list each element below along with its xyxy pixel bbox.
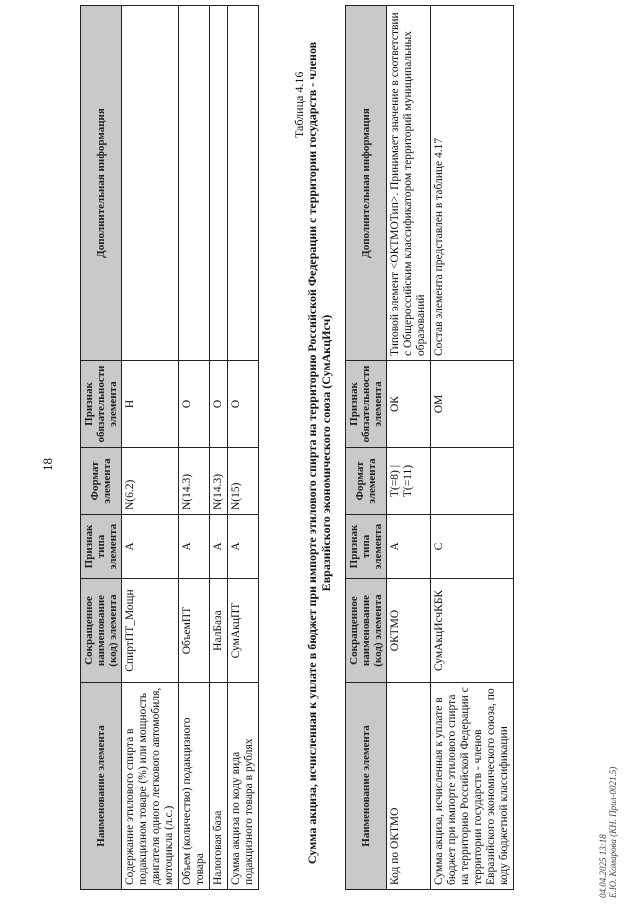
table-cell: Сумма акциза по коду вида подакцизного товара в рублях <box>228 683 259 890</box>
table-header-row <box>346 6 387 890</box>
table-cell: ОК <box>387 361 431 448</box>
print-stamp <box>598 767 618 898</box>
header-cell: Формат элемента <box>81 448 122 515</box>
table-cell <box>122 6 179 361</box>
table-cell: Налоговая база <box>210 683 228 890</box>
table-cell: О <box>228 361 259 448</box>
table-cell <box>228 6 259 361</box>
table-row <box>387 6 431 890</box>
table-cell: Содержание этилового спирта в подакцизном товаре (%) или мощность двигателя одного легкового автомобиля, мотоцикла (л.с.) <box>122 683 179 890</box>
header-cell: Признак типа элемента <box>81 515 122 579</box>
header-cell: Признак обязательности элемента <box>346 361 387 448</box>
table-cell: ОбъемПТ <box>179 579 210 683</box>
table-cell: А <box>179 515 210 579</box>
table-cell: А <box>210 515 228 579</box>
table-cell: N(6.2) <box>122 448 179 515</box>
header-cell: Дополнительная информация <box>346 6 387 361</box>
table-cell: N(14.3) <box>179 448 210 515</box>
table-cell: А <box>228 515 259 579</box>
header-cell: Сокращенное наименование (код) элемента <box>346 579 387 683</box>
header-cell: Наименование элемента <box>81 683 122 890</box>
header-cell: Формат элемента <box>346 448 387 515</box>
table-cell: А <box>122 515 179 579</box>
table-cell: СумАкцИсчКБК <box>431 579 514 683</box>
table-cell: Н <box>122 361 179 448</box>
table-header-row <box>81 6 122 890</box>
table-row <box>228 6 259 890</box>
header-cell: Признак типа элемента <box>346 515 387 579</box>
table-cell: Объем (количество) подакцизного товара <box>179 683 210 890</box>
header-cell: Признак обязательности элемента <box>81 361 122 448</box>
table-cell <box>210 6 228 361</box>
stamp-line: Е.Ю. Комарова (КН. Прил-0021.5) <box>608 766 618 898</box>
table-cell: С <box>431 515 514 579</box>
table-number: Таблица 4.16 <box>292 71 306 138</box>
table-cell: N(14.3) <box>210 448 228 515</box>
table-cell: Сумма акциза, исчисленная к уплате в бюджет при импорте этилового спирта на территорию Российской Федерации с территории государств - членов Евразийского экономического союза, по коду бюджетной классификации <box>431 683 514 890</box>
stamp-line: 04.04.2025 13:18 <box>598 834 608 898</box>
header-cell: Сокращенное наименование (код) элемента <box>81 579 122 683</box>
table-cell: Код по ОКТМО <box>387 683 431 890</box>
table-row <box>179 6 210 890</box>
table-row <box>431 6 514 890</box>
table-cell: Типовой элемент <ОКТМОТип>. Принимает значение в соответствии с Общероссийским классификатором территорий муниципальных образований <box>387 6 431 361</box>
header-cell: Наименование элемента <box>346 683 387 890</box>
table-cell <box>431 448 514 515</box>
table-cell: СумАкцПТ <box>228 579 259 683</box>
table-cell: О <box>210 361 228 448</box>
table-cell: N(15) <box>228 448 259 515</box>
table-cell: Состав элемента представлен в таблице 4.17 <box>431 6 514 361</box>
table-cell: ОМ <box>431 361 514 448</box>
table-cell: СпиртПТ_Мощн <box>122 579 179 683</box>
elements-table-continued <box>80 5 259 890</box>
page-number: 18 <box>40 458 55 471</box>
table-cell: НалБаза <box>210 579 228 683</box>
table-caption: Сумма акциза, исчисленная к уплате в бюджет при импорте этилового спирта на территорию Российской Федерации с территории государств - членов Евразийского экономического союза (СумАкцИсч) <box>305 41 333 865</box>
table-cell: О <box>179 361 210 448</box>
header-cell: Дополнительная информация <box>81 6 122 361</box>
table-row <box>210 6 228 890</box>
table-cell: ОКТМО <box>387 579 431 683</box>
table-row <box>122 6 179 890</box>
table-cell <box>179 6 210 361</box>
table-cell: А <box>387 515 431 579</box>
elements-table-4-16 <box>345 5 514 890</box>
table-cell: T(=8) | T(=11) <box>387 448 431 515</box>
